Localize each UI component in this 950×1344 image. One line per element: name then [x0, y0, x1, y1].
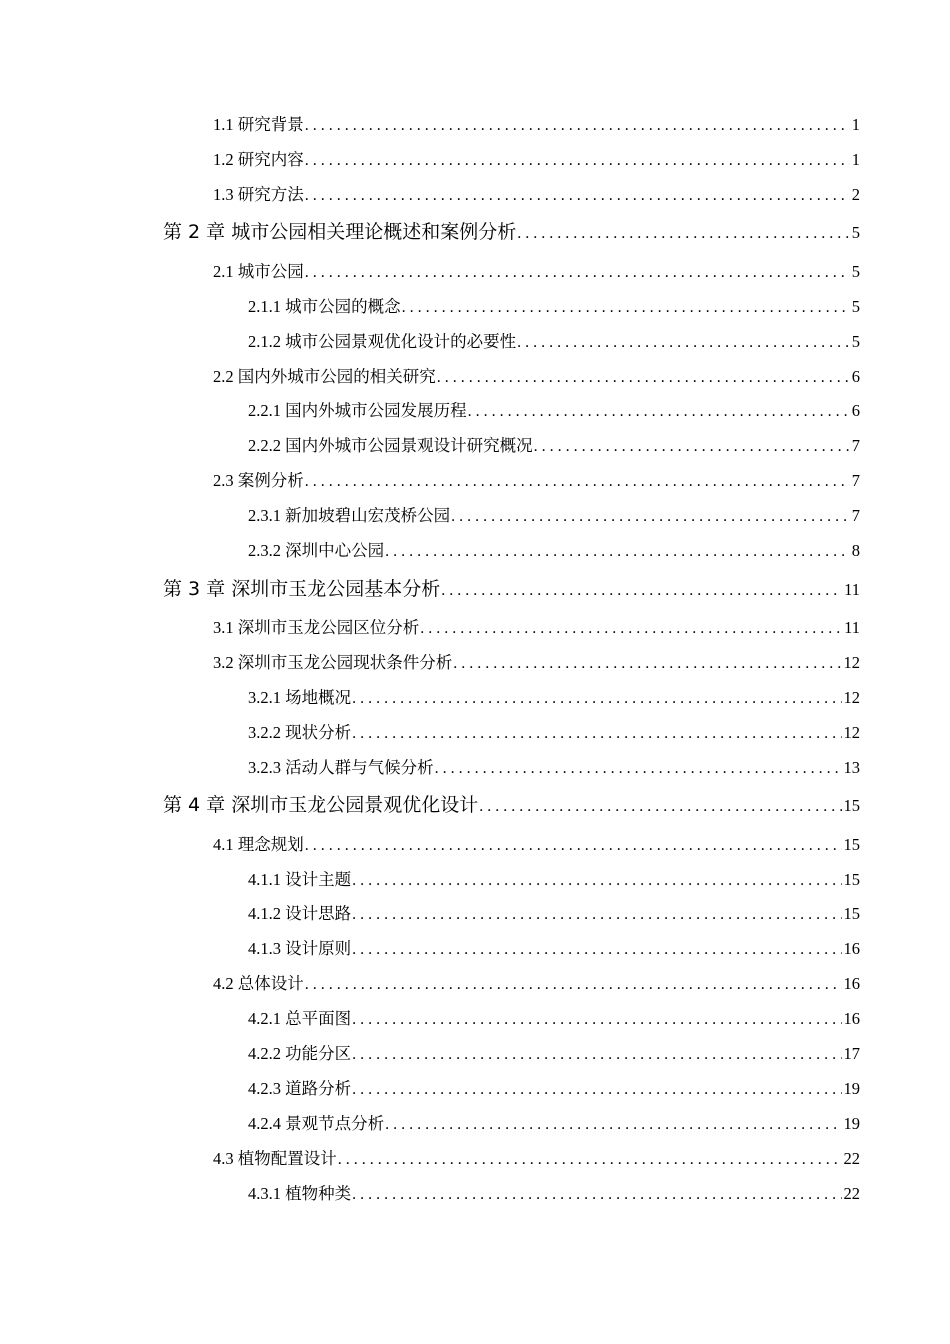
toc-entry-label: 2.1.2 城市公园景观优化设计的必要性 — [248, 331, 517, 351]
toc-section-entry[interactable] — [248, 906, 860, 923]
toc-dot-leader — [517, 335, 850, 351]
toc-entry-page-number: 5 — [851, 296, 860, 316]
toc-entry-label: 1.2 研究内容 — [213, 149, 304, 169]
toc-section-entry[interactable] — [213, 834, 860, 854]
toc-entry-label: 4.2 总体设计 — [213, 974, 304, 994]
toc-dot-leader — [451, 509, 850, 525]
toc-section-entry[interactable] — [248, 508, 860, 525]
toc-entry-label: 3.2 深圳市玉龙公园现状条件分析 — [213, 652, 453, 672]
toc-chapter-entry[interactable] — [163, 577, 860, 600]
toc-section-entry[interactable] — [213, 261, 860, 281]
toc-entry-label: 4.3.1 植物种类 — [248, 1183, 352, 1203]
toc-entry-label: 4.1.2 设计思路 — [248, 904, 352, 924]
toc-entry-label: 3.2.2 现状分析 — [248, 722, 352, 742]
toc-entry-page-number: 12 — [843, 687, 860, 707]
toc-section-entry[interactable] — [248, 438, 860, 455]
toc-dot-leader — [352, 1187, 841, 1203]
toc-entry-page-number: 1 — [851, 115, 860, 134]
toc-entry-label: 4.1.3 设计原则 — [248, 939, 352, 959]
toc-section-entry[interactable] — [213, 366, 860, 386]
toc-entry-label: 4.2.1 总平面图 — [248, 1009, 352, 1029]
toc-section-entry[interactable] — [248, 403, 860, 420]
toc-entry-label: 4.3 植物配置设计 — [213, 1148, 337, 1168]
toc-dot-leader — [437, 370, 850, 386]
toc-entry-label: 2.3.1 新加坡碧山宏茂桥公园 — [248, 506, 451, 526]
toc-entry-page-number: 7 — [851, 471, 860, 491]
toc-dot-leader — [352, 1082, 841, 1098]
toc-section-entry[interactable] — [248, 331, 860, 351]
toc-dot-leader — [352, 691, 841, 707]
toc-entry-page-number: 16 — [843, 974, 860, 994]
toc-entry-page-number: 17 — [843, 1044, 860, 1063]
toc-dot-leader — [385, 1117, 841, 1133]
toc-entry-label: 1.1 研究背景 — [213, 115, 304, 134]
toc-entry-label: 3.2.3 活动人群与气候分析 — [248, 757, 434, 777]
toc-dot-leader — [305, 188, 850, 204]
toc-dot-leader — [352, 726, 841, 742]
toc-section-entry[interactable] — [213, 620, 860, 637]
toc-entry-label: 3.2.1 场地概况 — [248, 687, 352, 707]
toc-entry-label: 第 3 章 深圳市玉龙公园基本分析 — [163, 577, 441, 600]
toc-section-entry[interactable] — [213, 184, 860, 204]
toc-section-entry[interactable] — [248, 1113, 860, 1133]
toc-section-entry[interactable] — [248, 941, 860, 958]
toc-dot-leader — [420, 621, 842, 637]
toc-section-entry[interactable] — [213, 976, 860, 993]
toc-entry-label: 2.1.1 城市公园的概念 — [248, 296, 401, 316]
toc-dot-leader — [352, 1047, 841, 1063]
toc-entry-page-number: 19 — [843, 1113, 860, 1133]
toc-entry-label: 2.2.2 国内外城市公园景观设计研究概况 — [248, 436, 533, 456]
toc-dot-leader — [468, 404, 850, 420]
toc-dot-leader — [305, 474, 850, 490]
toc-entry-page-number: 11 — [844, 618, 860, 637]
toc-entry-label: 1.3 研究方法 — [213, 184, 304, 204]
toc-section-entry[interactable] — [213, 1148, 860, 1168]
toc-dot-leader — [479, 799, 841, 815]
toc-entry-page-number: 6 — [851, 366, 860, 386]
toc-section-entry[interactable] — [248, 1078, 860, 1098]
toc-section-entry[interactable] — [248, 1011, 860, 1028]
toc-entry-label: 4.1 理念规划 — [213, 834, 304, 854]
toc-entry-label: 4.1.1 设计主题 — [248, 869, 352, 889]
toc-dot-leader — [517, 226, 850, 242]
toc-section-entry[interactable] — [248, 757, 860, 777]
toc-entry-label: 4.2.3 道路分析 — [248, 1078, 352, 1098]
toc-entry-page-number: 5 — [851, 331, 860, 351]
toc-section-entry[interactable] — [248, 722, 860, 742]
toc-section-entry[interactable] — [248, 687, 860, 707]
toc-section-entry[interactable] — [213, 117, 860, 134]
toc-dot-leader — [352, 907, 841, 923]
toc-entry-page-number: 13 — [843, 757, 860, 777]
toc-entry-page-number: 15 — [843, 834, 860, 854]
toc-entry-label: 4.2.4 景观节点分析 — [248, 1113, 385, 1133]
toc-dot-leader — [385, 544, 850, 560]
toc-dot-leader — [305, 265, 850, 281]
toc-entry-page-number: 7 — [851, 506, 860, 526]
toc-dot-leader — [305, 977, 842, 993]
toc-section-entry[interactable] — [213, 473, 860, 490]
toc-dot-leader — [534, 439, 850, 455]
toc-dot-leader — [305, 153, 850, 169]
toc-section-entry[interactable] — [213, 652, 860, 672]
toc-dot-leader — [435, 761, 842, 777]
toc-entry-label: 2.2 国内外城市公园的相关研究 — [213, 366, 436, 386]
toc-entry-page-number: 12 — [843, 652, 860, 672]
toc-entry-page-number: 5 — [851, 223, 860, 243]
toc-dot-leader — [352, 942, 841, 958]
toc-section-entry[interactable] — [248, 296, 860, 316]
toc-section-entry[interactable] — [213, 149, 860, 169]
toc-section-entry[interactable] — [248, 1183, 860, 1203]
toc-entry-page-number: 6 — [851, 401, 860, 421]
toc-entry-page-number: 7 — [851, 436, 860, 456]
toc-entry-page-number: 2 — [851, 184, 860, 204]
toc-entry-page-number: 15 — [843, 796, 860, 816]
toc-entry-label: 2.1 城市公园 — [213, 261, 304, 281]
toc-entry-label: 3.1 深圳市玉龙公园区位分析 — [213, 618, 420, 637]
toc-entry-label: 2.3.2 深圳中心公园 — [248, 541, 385, 560]
toc-dot-leader — [441, 583, 842, 599]
toc-entry-page-number: 8 — [851, 541, 860, 560]
toc-entry-page-number: 15 — [843, 869, 860, 889]
toc-dot-leader — [338, 1152, 842, 1168]
toc-dot-leader — [305, 838, 842, 854]
toc-dot-leader — [352, 873, 841, 889]
toc-dot-leader — [352, 1012, 841, 1028]
toc-entry-page-number: 22 — [843, 1148, 860, 1168]
toc-entry-page-number: 15 — [843, 904, 860, 924]
toc-dot-leader — [402, 300, 850, 316]
toc-entry-label: 4.2.2 功能分区 — [248, 1044, 352, 1063]
toc-entry-label: 第 2 章 城市公园相关理论概述和案例分析 — [163, 221, 517, 244]
toc-entry-label: 第 4 章 深圳市玉龙公园景观优化设计 — [163, 794, 479, 817]
toc-section-entry[interactable] — [248, 543, 860, 560]
toc-section-entry[interactable] — [248, 1046, 860, 1063]
toc-entry-label: 2.2.1 国内外城市公园发展历程 — [248, 401, 467, 421]
toc-entry-page-number: 16 — [843, 1009, 860, 1029]
toc-entry-label: 2.3 案例分析 — [213, 471, 304, 491]
toc-entry-page-number: 16 — [843, 939, 860, 959]
toc-entry-page-number: 22 — [843, 1183, 860, 1203]
toc-entry-page-number: 12 — [843, 722, 860, 742]
toc-dot-leader — [305, 118, 850, 134]
toc-entry-page-number: 19 — [843, 1078, 860, 1098]
toc-section-entry[interactable] — [248, 869, 860, 889]
toc-dot-leader — [453, 656, 841, 672]
toc-chapter-entry[interactable] — [163, 796, 860, 815]
toc-entry-page-number: 11 — [844, 579, 860, 599]
toc-entry-page-number: 5 — [851, 261, 860, 281]
toc-chapter-entry[interactable] — [163, 223, 860, 242]
toc-entry-page-number: 1 — [851, 149, 860, 169]
